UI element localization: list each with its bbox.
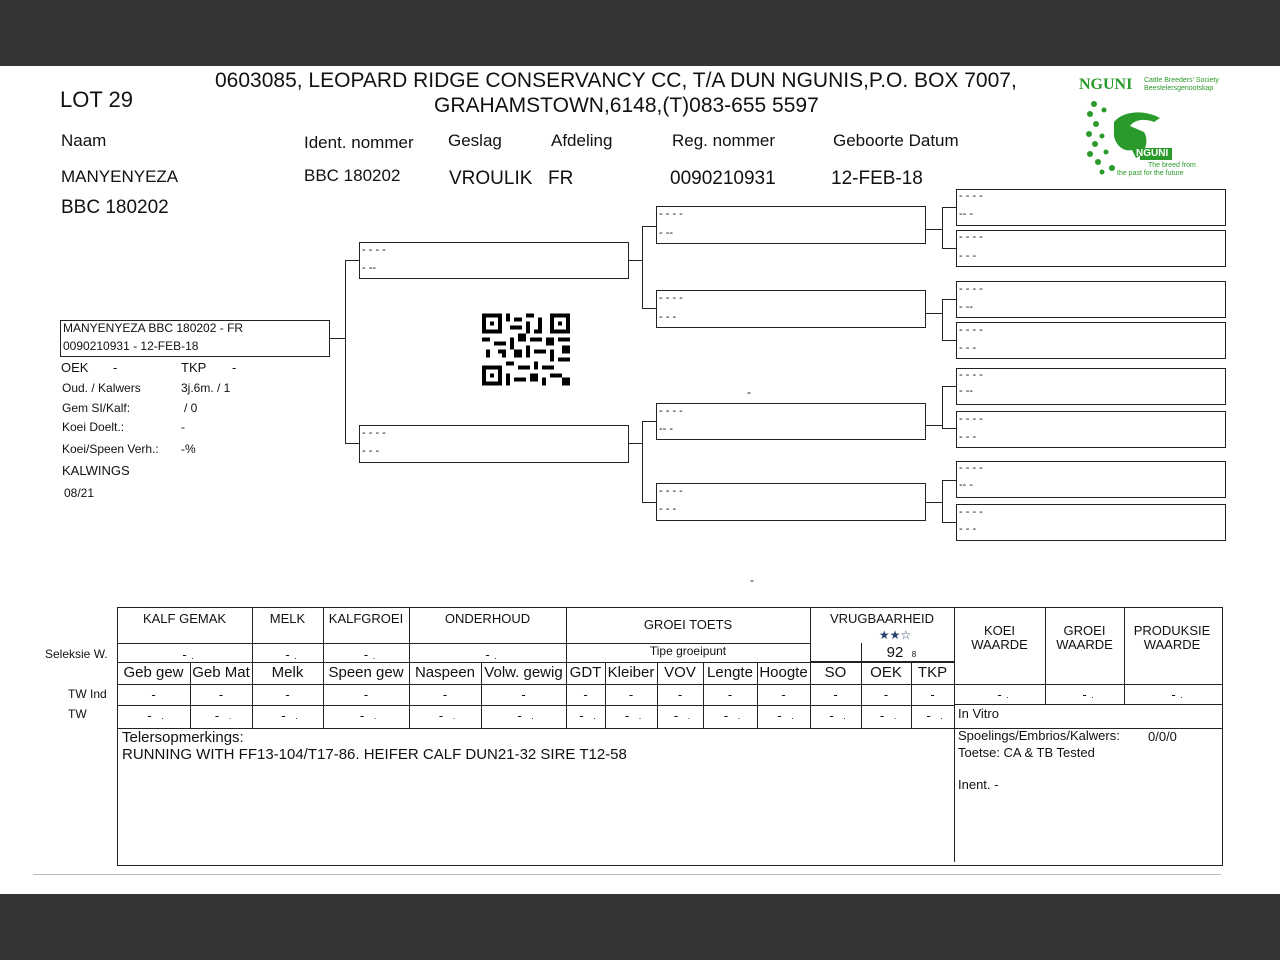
group-koei-waarde-line2: WAARDE xyxy=(971,637,1028,652)
row-label-tw-ind: TW Ind xyxy=(68,687,107,701)
tw-value-sub: . xyxy=(687,711,691,721)
connector xyxy=(642,308,657,309)
value-name: MANYENYEZA xyxy=(61,167,179,186)
column-header: Volw. gewig xyxy=(484,664,563,681)
tw-ind-value: - xyxy=(363,687,369,702)
value-reg: 0090210931 xyxy=(670,168,776,189)
breeder-address-line2: GRAHAMSTOWN,6148,(T)083-655 5597 xyxy=(434,94,819,117)
gem-label: Gem SI/Kalf: xyxy=(62,401,131,415)
label-dob: Geboorte Datum xyxy=(833,131,959,150)
tw-ind-value: - xyxy=(218,687,224,702)
connector xyxy=(942,480,943,523)
spoelings-label: Spoelings/Embrios/Kalwers: xyxy=(958,728,1120,743)
grandparent-line2: - - - xyxy=(659,311,677,323)
tw-value: - xyxy=(926,708,931,723)
waarde-value-sub: . xyxy=(1006,690,1009,700)
ggp-line2: - - - xyxy=(959,250,977,262)
tw-ind-value: - xyxy=(285,687,290,702)
group-melk: MELK xyxy=(269,611,306,626)
row-label-tw: TW xyxy=(68,707,87,721)
connector xyxy=(942,386,943,429)
tw-value: - xyxy=(147,708,152,723)
oek-label: OEK xyxy=(61,360,89,375)
tw-ind-value: - xyxy=(628,687,634,702)
connector xyxy=(942,248,956,249)
tw-value-sub: . xyxy=(295,711,298,721)
logo-slogan-line1: The breed from xyxy=(1148,162,1196,169)
group-kalfgroei: KALFGROEI xyxy=(328,611,404,626)
ggp-line2: - -- xyxy=(959,301,974,313)
top-bar xyxy=(0,0,1280,66)
tw-value: - xyxy=(723,708,729,723)
sire-line2: - -- xyxy=(362,262,377,274)
column-header: Kleiber xyxy=(607,664,655,681)
group-groei-waarde-line1: GROEI xyxy=(1063,623,1106,638)
ggp-line2: - - - xyxy=(959,431,977,443)
tw-value-sub: . xyxy=(791,711,794,721)
connector xyxy=(330,338,345,339)
seleksie-value: - xyxy=(182,647,187,662)
nguni-logo xyxy=(1076,74,1219,180)
connector xyxy=(942,522,956,523)
connector xyxy=(925,229,942,230)
kalwings-label: KALWINGS xyxy=(62,463,130,478)
seleksie-value: - xyxy=(363,647,369,662)
rule xyxy=(954,729,955,862)
subject-line1: MANYENYEZA BBC 180202 - FR xyxy=(63,321,244,335)
pedigree-great-grandparent xyxy=(956,230,1226,267)
value-division: FR xyxy=(548,168,574,189)
column-header: Naspeen xyxy=(414,664,476,681)
column-header: Geb Mat xyxy=(192,664,250,681)
fertility-score: 92 xyxy=(886,644,904,661)
ggp-line1: - - - - xyxy=(959,324,983,336)
pedigree-great-grandparent xyxy=(956,322,1226,359)
tw-value: - xyxy=(777,708,782,723)
rule xyxy=(117,705,955,706)
ggp-line2: -- - xyxy=(959,208,974,220)
fertility-score-sub: 8 xyxy=(911,650,917,659)
connector xyxy=(942,299,943,341)
seleksie-value-sub: . xyxy=(191,651,194,661)
tw-value-sub: . xyxy=(843,711,846,721)
pedigree-grandparent xyxy=(656,290,926,328)
connector xyxy=(642,421,643,503)
gem-value: / 0 xyxy=(184,401,198,415)
pedigree-grandparent xyxy=(656,403,926,440)
tw-ind-value: - xyxy=(583,687,588,702)
tw-value: - xyxy=(214,708,220,723)
tw-value: - xyxy=(517,708,522,723)
tw-value-sub: . xyxy=(638,711,642,721)
waarde-value: - xyxy=(997,687,1002,702)
sire-line1: - - - - xyxy=(362,244,386,256)
seleksie-value-sub: . xyxy=(294,651,297,661)
column-header: VOV xyxy=(664,664,696,681)
seleksie-value: - xyxy=(485,647,490,662)
column-header: OEK xyxy=(870,664,902,681)
tw-value-sub: . xyxy=(893,711,897,721)
bottom-bar xyxy=(0,894,1280,960)
pedigree-great-grandparent xyxy=(956,189,1226,226)
pedigree-great-grandparent xyxy=(956,504,1226,541)
connector xyxy=(642,502,657,503)
pedigree-grandparent xyxy=(656,206,926,244)
fertility-stars: ★★☆ xyxy=(878,628,912,642)
row-label-seleksie: Seleksie W. xyxy=(45,647,108,661)
in-vitro: In Vitro xyxy=(958,706,999,721)
grandparent-line2: - - - xyxy=(659,503,677,515)
column-header: SO xyxy=(824,664,847,681)
tipe-groeipunt-label: Tipe groeipunt xyxy=(649,644,727,658)
connector xyxy=(942,386,956,387)
remarks-label: Telersopmerkings: xyxy=(122,729,244,746)
tw-ind-value: - xyxy=(883,687,889,702)
tw-value-sub: . xyxy=(373,711,377,721)
tw-ind-value: - xyxy=(521,687,526,702)
tw-ind-value: - xyxy=(781,687,786,702)
rule xyxy=(861,643,862,729)
connector xyxy=(642,226,643,309)
value-ident: BBC 180202 xyxy=(304,166,401,185)
connector xyxy=(942,207,943,249)
connector xyxy=(942,299,956,300)
breeder-address-line1: 0603085, LEOPARD RIDGE CONSERVANCY CC, T/A DUN NGUNIS,P.O. BOX 7007, xyxy=(215,69,1017,92)
logo-slogan-line2: the past for the future xyxy=(1117,170,1184,177)
tw-ind-value: - xyxy=(151,687,156,702)
tw-value-sub: . xyxy=(737,711,741,721)
pedigree-great-grandparent xyxy=(956,461,1226,498)
ggp-line1: - - - - xyxy=(959,506,983,518)
column-header: GDT xyxy=(569,664,602,681)
koei-speen-value: -% xyxy=(181,442,196,456)
footer-rule xyxy=(33,874,1221,875)
subject-box xyxy=(60,320,330,357)
logo-badge-text: NGUNI xyxy=(1136,148,1169,159)
rule xyxy=(1045,607,1046,705)
connector xyxy=(942,207,956,208)
ggp-line1: - - - - xyxy=(959,369,983,381)
group-koei-waarde-line1: KOEI xyxy=(983,623,1016,638)
grandparent-line1: - - - - xyxy=(659,292,683,304)
dam-line2: - - - xyxy=(362,445,380,457)
rule xyxy=(954,704,1223,705)
column-header: Geb gew xyxy=(123,664,184,681)
connector xyxy=(642,226,657,227)
grandparent-line1: - - - - xyxy=(659,485,683,497)
pedigree-mid-dash: - xyxy=(747,385,751,399)
grandparent-line1: - - - - xyxy=(659,208,683,220)
connector xyxy=(345,260,346,444)
tw-value: - xyxy=(829,708,834,723)
tw-value-sub: . xyxy=(593,711,596,721)
ggp-line1: - - - - xyxy=(959,413,983,425)
tw-value-sub: . xyxy=(161,711,164,721)
waarde-value-sub: . xyxy=(1180,690,1183,700)
label-name: Naam xyxy=(61,131,107,150)
pedigree-grandparent xyxy=(656,483,926,521)
group-produksie-waarde-line1: PRODUKSIE xyxy=(1133,623,1211,638)
tw-value: - xyxy=(624,708,630,723)
column-header: TKP xyxy=(917,664,948,681)
pedigree-great-grandparent xyxy=(956,368,1226,405)
tw-value: - xyxy=(281,708,286,723)
seleksie-value-sub: . xyxy=(494,651,497,661)
logo-society-line1: Cattle Breeders' Society xyxy=(1144,77,1219,84)
seleksie-value: - xyxy=(285,647,290,662)
tw-value: - xyxy=(879,708,885,723)
connector xyxy=(345,260,360,261)
connector xyxy=(345,443,360,444)
connector xyxy=(628,443,642,444)
animal-subtitle: BBC 180202 xyxy=(61,197,169,218)
tw-value-sub: . xyxy=(452,711,456,721)
connector xyxy=(925,502,942,503)
ggp-line2: - -- xyxy=(959,385,974,397)
pedigree-great-grandparent xyxy=(956,411,1226,448)
column-header: Speen gew xyxy=(328,664,404,681)
group-onderhoud: ONDERHOUD xyxy=(444,611,531,626)
age-label: Oud. / Kalwers xyxy=(62,381,141,395)
tw-value: - xyxy=(359,708,365,723)
label-ident: Ident. nommer xyxy=(304,133,414,152)
tkp-value: - xyxy=(232,360,237,375)
grandparent-line1: - - - - xyxy=(659,405,683,417)
rule xyxy=(810,661,954,662)
connector xyxy=(925,425,942,426)
ggp-line2: - - - xyxy=(959,342,977,354)
ggp-line1: - - - - xyxy=(959,283,983,295)
ggp-line1: - - - - xyxy=(959,231,983,243)
column-header: Hoogte xyxy=(759,664,808,681)
group-produksie-waarde-line2: WAARDE xyxy=(1143,637,1201,652)
tw-value: - xyxy=(438,708,444,723)
koei-doel-value: - xyxy=(181,420,185,434)
logo-brand: NGUNI xyxy=(1079,76,1133,93)
seleksie-value-sub: . xyxy=(372,651,376,661)
dam-line1: - - - - xyxy=(362,427,386,439)
tw-value: - xyxy=(579,708,584,723)
pedigree-sire xyxy=(359,242,629,279)
logo-society-line2: Beestelersgenootskap xyxy=(1144,85,1214,92)
connector xyxy=(642,421,657,422)
koei-speen-label: Koei/Speen Verh.: xyxy=(62,442,159,456)
inent: Inent. - xyxy=(958,777,999,792)
label-reg: Reg. nommer xyxy=(672,131,775,150)
column-header: Melk xyxy=(271,664,304,681)
tw-value: - xyxy=(673,708,679,723)
connector xyxy=(628,260,642,261)
tw-ind-value: - xyxy=(833,687,838,702)
age-value: 3j.6m. / 1 xyxy=(181,381,231,395)
koei-doel-label: Koei Doelt.: xyxy=(62,420,125,434)
ggp-line2: - - - xyxy=(959,523,977,535)
label-division: Afdeling xyxy=(551,131,613,150)
grandparent-line2: -- - xyxy=(659,423,674,435)
ggp-line1: - - - - xyxy=(959,190,983,202)
connector xyxy=(942,428,956,429)
tw-ind-value: - xyxy=(442,687,448,702)
group-kalf-gemak: KALF GEMAK xyxy=(142,611,227,626)
pedigree-dam xyxy=(359,425,629,463)
oek-value: - xyxy=(113,360,118,375)
value-dob: 12-FEB-18 xyxy=(831,168,923,189)
subject-line2: 0090210931 - 12-FEB-18 xyxy=(63,339,199,353)
waarde-value: - xyxy=(1082,687,1087,702)
tw-ind-value: - xyxy=(930,687,935,702)
group-groei-toets: GROEI TOETS xyxy=(643,617,733,632)
connector xyxy=(942,480,956,481)
value-sex: VROULIK xyxy=(449,168,533,189)
waarde-value-sub: . xyxy=(1091,690,1094,700)
tw-value-sub: . xyxy=(940,711,943,721)
rule xyxy=(954,684,1223,685)
grandparent-line2: - -- xyxy=(659,227,674,239)
rule xyxy=(1124,607,1125,705)
remarks-text: RUNNING WITH FF13-104/T17-86. HEIFER CALF DUN21-32 SIRE T12-58 xyxy=(122,746,627,763)
connector xyxy=(942,340,956,341)
kalwings-value: 08/21 xyxy=(64,486,95,500)
tw-ind-value: - xyxy=(727,687,733,702)
tw-ind-value: - xyxy=(677,687,683,702)
ggp-line1: - - - - xyxy=(959,462,983,474)
tw-value-sub: . xyxy=(228,711,232,721)
toetse: Toetse: CA & TB Tested xyxy=(958,745,1095,760)
group-groei-waarde-line2: WAARDE xyxy=(1056,637,1113,652)
pedigree-great-grandparent xyxy=(956,281,1226,318)
lot-number: LOT 29 xyxy=(60,87,133,112)
spoelings-value: 0/0/0 xyxy=(1148,729,1177,744)
qr-code xyxy=(482,313,570,386)
column-header: Lengte xyxy=(707,664,753,681)
rule xyxy=(117,684,955,685)
ggp-line2: -- - xyxy=(959,479,974,491)
tw-value-sub: . xyxy=(531,711,534,721)
label-sex: Geslag xyxy=(448,131,502,150)
group-vrugbaarheid: VRUGBAARHEID xyxy=(829,611,935,626)
pedigree-bottom-dash: - xyxy=(750,573,754,587)
rule xyxy=(117,662,955,663)
waarde-value: - xyxy=(1171,687,1176,702)
tkp-label: TKP xyxy=(181,360,207,375)
connector xyxy=(925,313,942,314)
